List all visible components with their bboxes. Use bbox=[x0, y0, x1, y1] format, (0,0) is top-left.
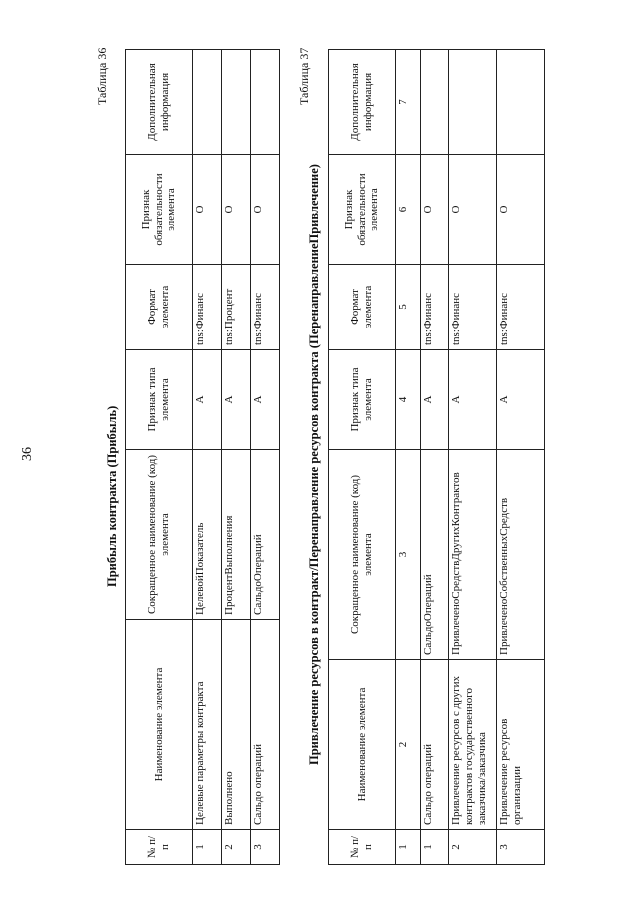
table-row bbox=[193, 50, 222, 865]
table37-cell: Сальдо операций bbox=[421, 660, 449, 830]
table36-cell: Выполнено bbox=[222, 620, 251, 830]
table37-header-row bbox=[329, 50, 396, 865]
table36-cell: Сальдо операций bbox=[251, 620, 280, 830]
table36-cell: tns:Финанс bbox=[251, 265, 280, 350]
table37-cell: А bbox=[421, 350, 449, 450]
table36 bbox=[125, 49, 280, 865]
table37 bbox=[328, 49, 545, 865]
table-row bbox=[497, 50, 545, 865]
table37-cell: ПривлеченоСредствДругихКонтрактов bbox=[449, 450, 497, 660]
table37-cell: Привлечение ресурсов с других контрактов государственного заказчика/заказчика bbox=[449, 660, 497, 830]
table36-header-row bbox=[126, 50, 193, 865]
table36-cell: ЦелевойПоказатель bbox=[193, 450, 222, 620]
table37-cell bbox=[497, 50, 545, 155]
table37-numbering-row bbox=[396, 50, 421, 865]
table37-header-required: Признак обязательности элемента bbox=[329, 155, 396, 265]
column-number: 4 bbox=[396, 350, 421, 450]
table37-cell: Привлечение ресурсов организации bbox=[497, 660, 545, 830]
table37-header-format: Формат элемента bbox=[329, 265, 396, 350]
table37-header-num: № п/п bbox=[329, 830, 396, 865]
column-number: 3 bbox=[396, 450, 421, 660]
table-row bbox=[421, 50, 449, 865]
table36-header-type: Признак типа элемента bbox=[126, 350, 193, 450]
column-number: 1 bbox=[396, 830, 421, 865]
page-number: 36 bbox=[20, 447, 35, 461]
column-number: 5 bbox=[396, 265, 421, 350]
table37-cell bbox=[449, 50, 497, 155]
table37-cell: СальдоОпераций bbox=[421, 450, 449, 660]
table36-cell: 2 bbox=[222, 830, 251, 865]
table36-cell: А bbox=[251, 350, 280, 450]
table36-cell: А bbox=[222, 350, 251, 450]
table36-cell bbox=[222, 50, 251, 155]
table36-title: Прибыль контракта (Прибыль) bbox=[105, 405, 119, 587]
column-number: 2 bbox=[396, 660, 421, 830]
table36-cell: О bbox=[193, 155, 222, 265]
table36-header-format: Формат элемента bbox=[126, 265, 193, 350]
column-number: 6 bbox=[396, 155, 421, 265]
table37-cell bbox=[421, 50, 449, 155]
table-row bbox=[449, 50, 497, 865]
table37-cell: 2 bbox=[449, 830, 497, 865]
table36-header-required: Признак обязательности элемента bbox=[126, 155, 193, 265]
table-row bbox=[251, 50, 280, 865]
table37-cell: tns:Финанс bbox=[421, 265, 449, 350]
table37-cell: А bbox=[449, 350, 497, 450]
table36-cell: О bbox=[222, 155, 251, 265]
table37-cell: О bbox=[449, 155, 497, 265]
table36-cell: А bbox=[193, 350, 222, 450]
table36-cell: 3 bbox=[251, 830, 280, 865]
table37-cell: О bbox=[421, 155, 449, 265]
table36-cell: 1 bbox=[193, 830, 222, 865]
table36-cell: О bbox=[251, 155, 280, 265]
table37-number: Таблица 37 bbox=[297, 47, 311, 105]
table37-header-type: Признак типа элемента bbox=[329, 350, 396, 450]
table36-header-num: № п/п bbox=[126, 830, 193, 865]
table37-cell: 1 bbox=[421, 830, 449, 865]
table37-cell: ПривлеченоСобственныхСредств bbox=[497, 450, 545, 660]
table37-cell: tns:Финанс bbox=[449, 265, 497, 350]
table36-cell: tns:Процент bbox=[222, 265, 251, 350]
table-row bbox=[222, 50, 251, 865]
table37-header-code: Сокращенное наименование (код) элемента bbox=[329, 450, 396, 660]
table36-cell bbox=[251, 50, 280, 155]
table36-cell bbox=[193, 50, 222, 155]
table36-cell: tns:Финанс bbox=[193, 265, 222, 350]
table36-cell: ПроцентВыполнения bbox=[222, 450, 251, 620]
table36-cell: Целевые параметры контракта bbox=[193, 620, 222, 830]
table37-cell: 3 bbox=[497, 830, 545, 865]
table36-number: Таблица 36 bbox=[95, 47, 109, 105]
table37-cell: А bbox=[497, 350, 545, 450]
table36-header-name: Наименование элемента bbox=[126, 620, 193, 830]
table36-cell: СальдоОпераций bbox=[251, 450, 280, 620]
table37-title: Привлечение ресурсов в контракт/Перенаправление ресурсов контракта (ПеренаправлениеПривлечение) bbox=[307, 164, 321, 765]
table36-header-code: Сокращенное наименование (код) элемента bbox=[126, 450, 193, 620]
table37-header-info: Дополнительная информация bbox=[329, 50, 396, 155]
column-number: 7 bbox=[396, 50, 421, 155]
table36-header-info: Дополнительная информация bbox=[126, 50, 193, 155]
table37-header-name: Наименование элемента bbox=[329, 660, 396, 830]
table37-cell: О bbox=[497, 155, 545, 265]
table37-cell: tns:Финанс bbox=[497, 265, 545, 350]
